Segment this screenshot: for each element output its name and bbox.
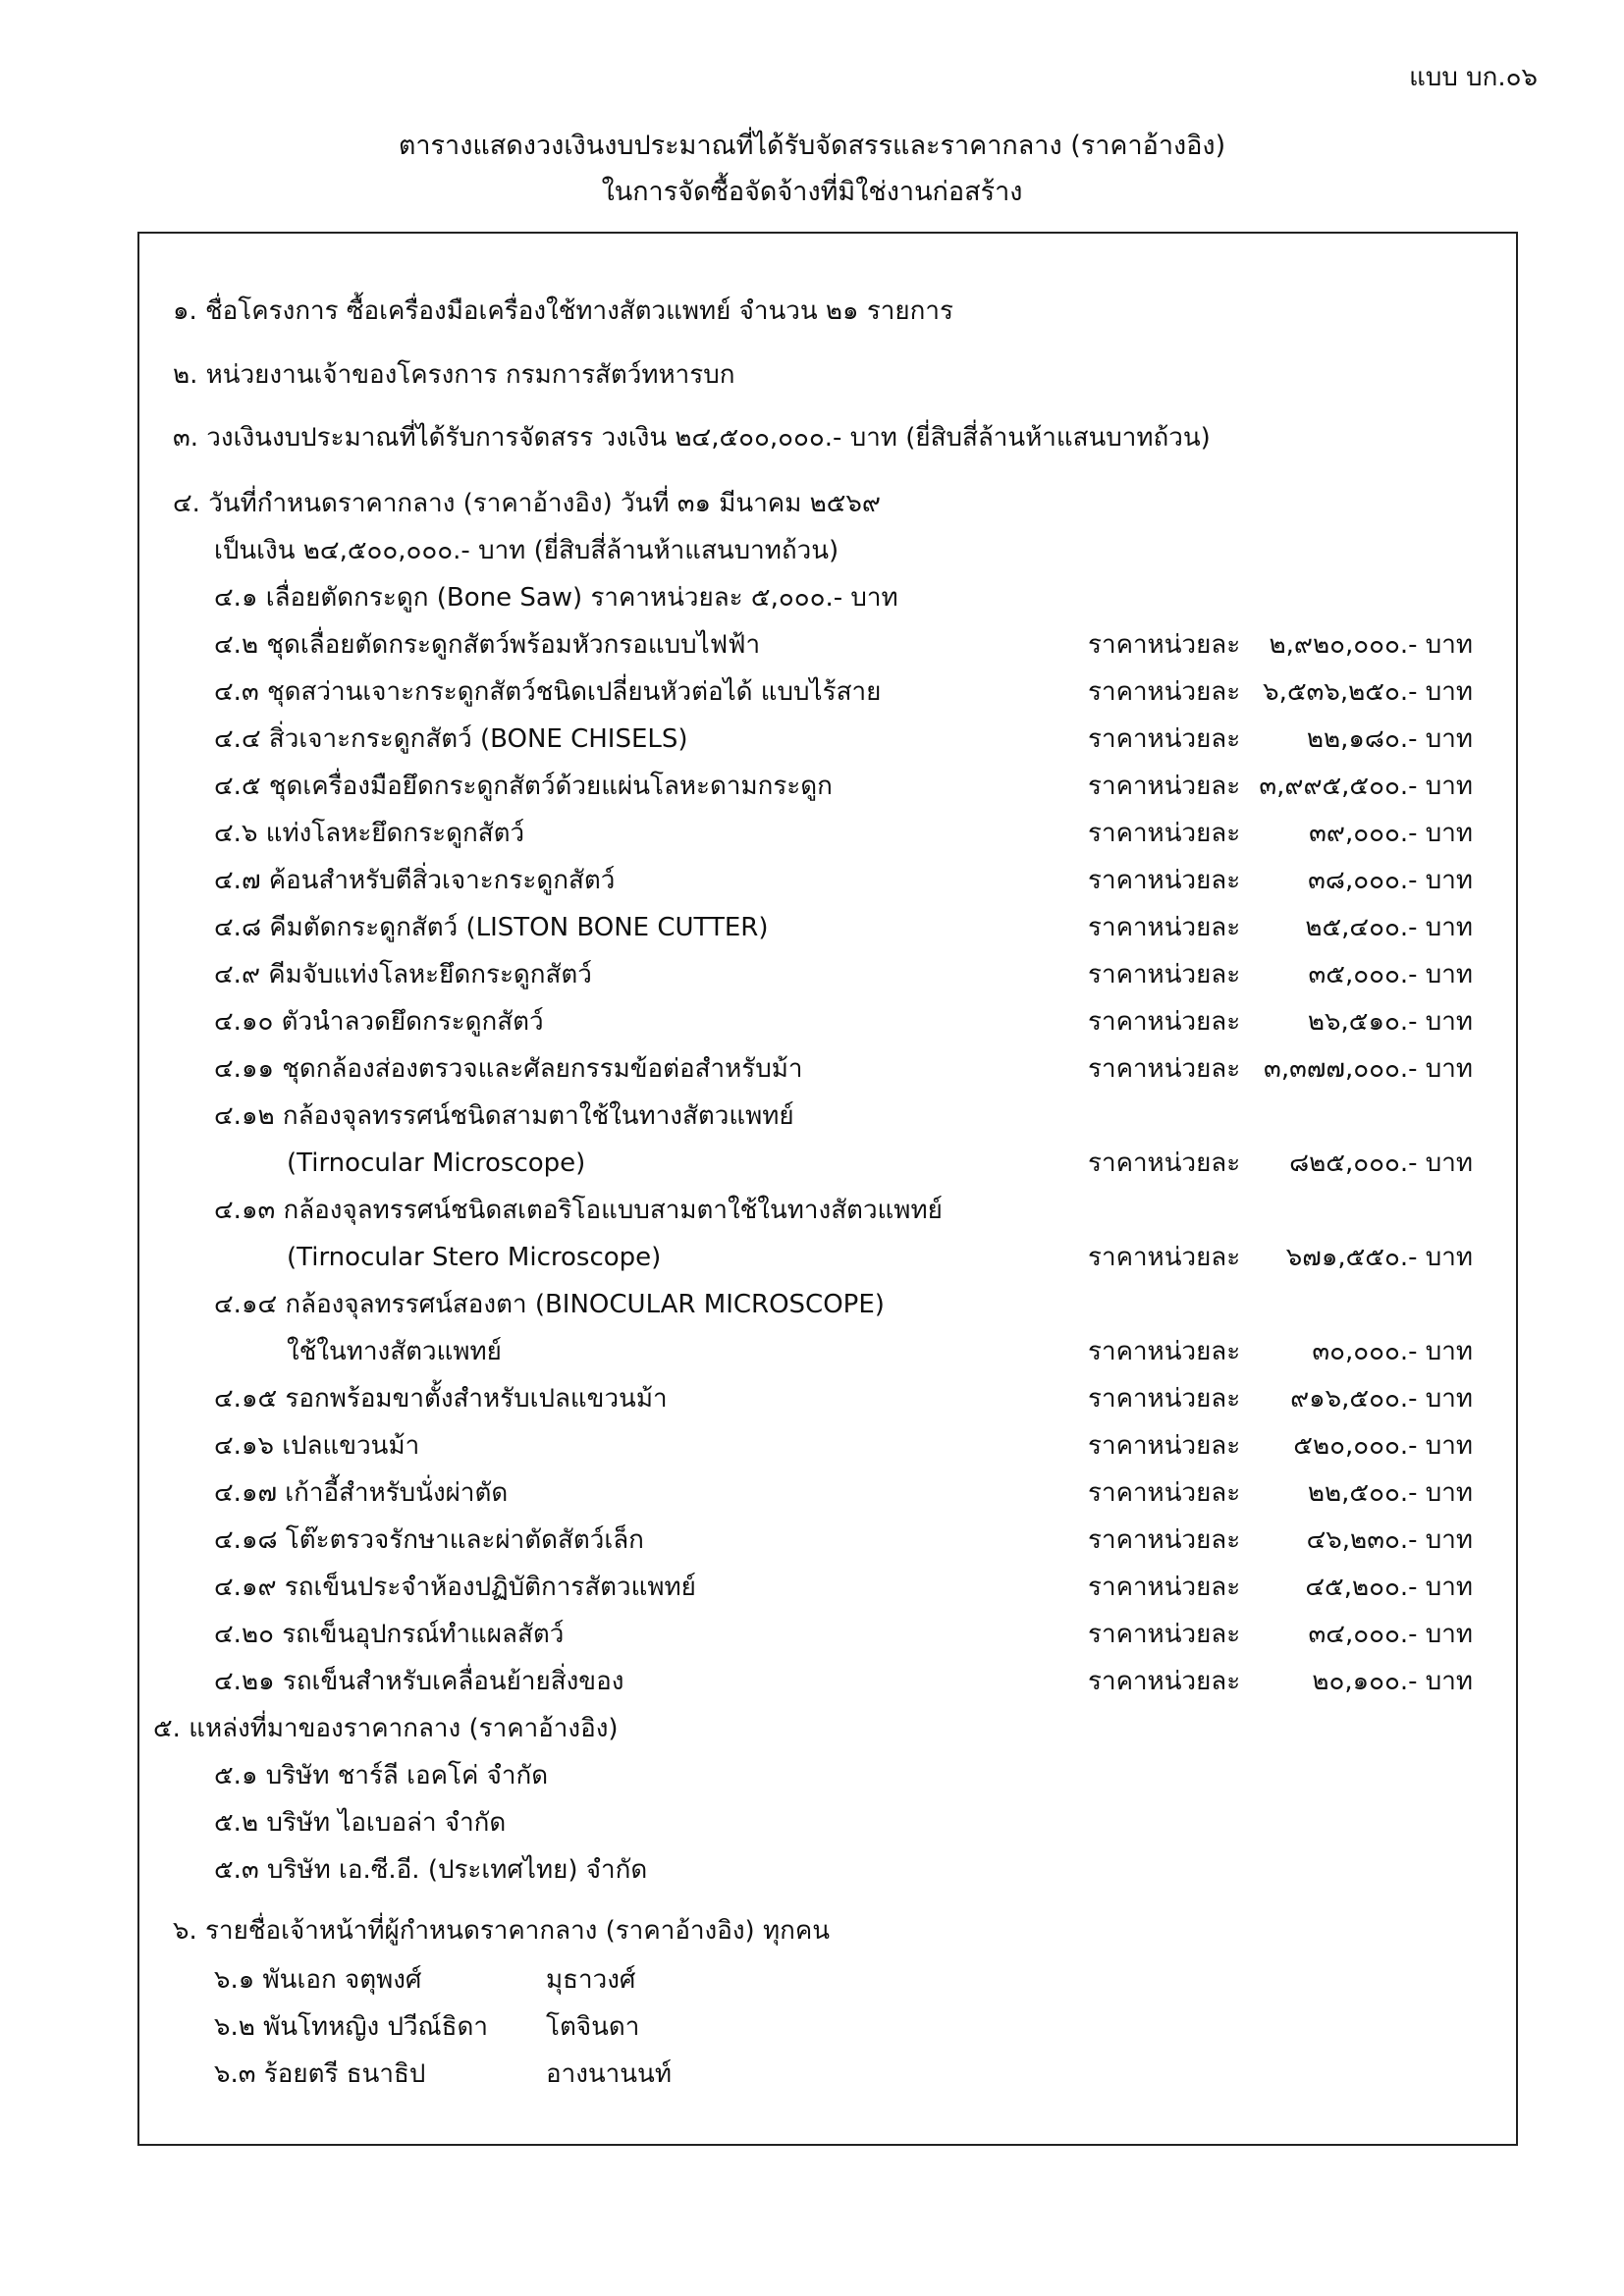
item-name: ๔.๘ คีมตัดกระดูกสัตว์ (LISTON BONE CUTTER) [214, 913, 769, 942]
reference-price-total: เป็นเงิน ๒๔,๕๐๐,๐๐๐.- บาท (ยี่สิบสี่ล้านห้าแสนบาทถ้วน) [214, 536, 839, 565]
item-amount: ๔๕,๒๐๐.- บาท [1305, 1573, 1473, 1602]
item-name: ๔.๑๘ โต๊ะตรวจรักษาและผ่าตัดสัตว์เล็ก [214, 1525, 644, 1555]
item-name: ๔.๑๗ เก้าอี้สำหรับนั่งผ่าตัด [214, 1478, 509, 1508]
item-name-continued: ใช้ในทางสัตวแพทย์ [287, 1337, 502, 1366]
item-amount: ๘๒๕,๐๐๐.- บาท [1289, 1148, 1473, 1178]
item-name: ๔.๓ ชุดสว่านเจาะกระดูกสัตว์ชนิดเปลี่ยนหัวต่อได้ แบบไร้สาย [214, 677, 882, 707]
officer-name: ๖.๒ พันโทหญิง ปวีณ์ธิดา [214, 2012, 489, 2042]
item-amount: ๒๒,๑๘๐.- บาท [1306, 724, 1473, 754]
price-label: ราคาหน่วยละ [1088, 1667, 1241, 1696]
price-source-heading: ๕. แหล่งที่มาของราคากลาง (ราคาอ้างอิง) [153, 1714, 619, 1743]
price-label: ราคาหน่วยละ [1088, 1243, 1241, 1272]
item-amount: ๕๒๐,๐๐๐.- บาท [1293, 1431, 1473, 1461]
officers-heading: ๖. รายชื่อเจ้าหน้าที่ผู้กำหนดราคากลาง (ราคาอ้างอิง) ทุกคน [173, 1916, 831, 1946]
item-name: ๔.๖ แท่งโลหะยึดกระดูกสัตว์ [214, 819, 525, 848]
price-label: ราคาหน่วยละ [1088, 724, 1241, 754]
item-name: ๔.๑๓ กล้องจุลทรรศน์ชนิดสเตอริโอแบบสามตาใช้ในทางสัตวแพทย์ [214, 1196, 943, 1225]
price-label: ราคาหน่วยละ [1088, 1148, 1241, 1178]
item-amount: ๖,๕๓๖,๒๕๐.- บาท [1263, 677, 1473, 707]
item-name: ๔.๑๐ ตัวนำลวดยึดกระดูกสัตว์ [214, 1007, 544, 1037]
item-amount: ๒๖,๕๑๐.- บาท [1307, 1007, 1473, 1037]
reference-price-date: ๔. วันที่กำหนดราคากลาง (ราคาอ้างอิง) วันที่ ๓๑ มีนาคม ๒๕๖๙ [173, 489, 881, 518]
item-amount: ๒๒,๕๐๐.- บาท [1307, 1478, 1473, 1508]
item-name: ๔.๕ ชุดเครื่องมือยึดกระดูกสัตว์ด้วยแผ่นโลหะดามกระดูก [214, 772, 833, 801]
price-source-item: ๕.๑ บริษัท ชาร์ลี เอคโค่ จำกัด [214, 1761, 549, 1790]
officer-name: ๖.๑ พันเอก จตุพงศ์ [214, 1965, 422, 1995]
item-amount: ๓๘,๐๐๐.- บาท [1308, 866, 1473, 895]
item-name-continued: (Tirnocular Microscope) [287, 1148, 586, 1178]
item-name: ๔.๑๙ รถเข็นประจำห้องปฏิบัติการสัตวแพทย์ [214, 1573, 696, 1602]
item-amount: ๔๖,๒๓๐.- บาท [1306, 1525, 1473, 1555]
price-source-item: ๕.๓ บริษัท เอ.ซี.อี. (ประเทศไทย) จำกัด [214, 1855, 648, 1885]
title-line-1: ตารางแสดงวงเงินงบประมาณที่ได้รับจัดสรรและราคากลาง (ราคาอ้างอิง) [398, 131, 1226, 161]
item-amount: ๓๕,๐๐๐.- บาท [1308, 960, 1473, 989]
price-label: ราคาหน่วยละ [1088, 960, 1241, 989]
price-label: ราคาหน่วยละ [1088, 1384, 1241, 1414]
item-amount: ๒,๙๒๐,๐๐๐.- บาท [1269, 630, 1473, 660]
officer-surname: โตจินดา [546, 2012, 640, 2042]
item-amount: ๓๙,๐๐๐.- บาท [1309, 819, 1473, 848]
price-label: ราคาหน่วยละ [1088, 1337, 1241, 1366]
price-label: ราคาหน่วยละ [1088, 1620, 1241, 1649]
item-amount: ๒๕,๔๐๐.- บาท [1305, 913, 1473, 942]
item-name: ๔.๔ สิ่วเจาะกระดูกสัตว์ (BONE CHISELS) [214, 724, 688, 754]
price-label: ราคาหน่วยละ [1088, 819, 1241, 848]
item-name: ๔.๑๔ กล้องจุลทรรศน์สองตา (BINOCULAR MICROSCOPE) [214, 1290, 885, 1319]
item-amount: ๓,๓๗๗,๐๐๐.- บาท [1264, 1054, 1473, 1084]
form-code: แบบ บก.๐๖ [1409, 63, 1538, 92]
item-name: ๔.๑๒ กล้องจุลทรรศน์ชนิดสามตาใช้ในทางสัตวแพทย์ [214, 1101, 794, 1131]
item-name: ๔.๑๖ เปลแขวนม้า [214, 1431, 420, 1461]
price-source-item: ๕.๒ บริษัท ไอเบอล่า จำกัด [214, 1808, 507, 1838]
price-label: ราคาหน่วยละ [1088, 1478, 1241, 1508]
price-label: ราคาหน่วยละ [1088, 630, 1241, 660]
item-name: ๔.๑๕ รอกพร้อมขาตั้งสำหรับเปลแขวนม้า [214, 1384, 668, 1414]
item-row: ๔.๑ เลื่อยตัดกระดูก (Bone Saw) ราคาหน่วยละ ๕,๐๐๐.- บาท [214, 583, 898, 613]
officer-surname: อางนานนท์ [546, 2059, 672, 2089]
item-amount: ๒๐,๑๐๐.- บาท [1312, 1667, 1473, 1696]
price-label: ราคาหน่วยละ [1088, 772, 1241, 801]
officer-surname: มุธาวงศ์ [546, 1965, 636, 1995]
price-label: ราคาหน่วยละ [1088, 913, 1241, 942]
title-line-2: ในการจัดซื้อจัดจ้างที่มิใช่งานก่อสร้าง [601, 177, 1023, 207]
item-amount: ๓๔,๐๐๐.- บาท [1308, 1620, 1473, 1649]
item-amount: ๓๐,๐๐๐.- บาท [1312, 1337, 1473, 1366]
price-label: ราคาหน่วยละ [1088, 1007, 1241, 1037]
price-label: ราคาหน่วยละ [1088, 677, 1241, 707]
price-label: ราคาหน่วยละ [1088, 1573, 1241, 1602]
price-label: ราคาหน่วยละ [1088, 1054, 1241, 1084]
project-name: ๑. ชื่อโครงการ ซื้อเครื่องมือเครื่องใช้ทางสัตวแพทย์ จำนวน ๒๑ รายการ [173, 296, 953, 326]
price-label: ราคาหน่วยละ [1088, 1525, 1241, 1555]
item-name: ๔.๒๐ รถเข็นอุปกรณ์ทำแผลสัตว์ [214, 1620, 565, 1649]
item-name: ๔.๑๑ ชุดกล้องส่องตรวจและศัลยกรรมข้อต่อสำหรับม้า [214, 1054, 803, 1084]
price-label: ราคาหน่วยละ [1088, 1431, 1241, 1461]
item-name: ๔.๒ ชุดเลื่อยตัดกระดูกสัตว์พร้อมหัวกรอแบบไฟฟ้า [214, 630, 761, 660]
budget-allocation: ๓. วงเงินงบประมาณที่ได้รับการจัดสรร วงเงิน ๒๔,๕๐๐,๐๐๐.- บาท (ยี่สิบสี่ล้านห้าแสนบาทถ้วน) [173, 423, 1211, 453]
document-title [0, 123, 1624, 215]
officer-name: ๖.๓ ร้อยตรี ธนาธิป [214, 2059, 426, 2089]
item-name: ๔.๙ คีมจับแท่งโลหะยึดกระดูกสัตว์ [214, 960, 592, 989]
item-name: ๔.๗ ค้อนสำหรับตีสิ่วเจาะกระดูกสัตว์ [214, 866, 616, 895]
item-name: ๔.๒๑ รถเข็นสำหรับเคลื่อนย้ายสิ่งของ [214, 1667, 624, 1696]
price-label: ราคาหน่วยละ [1088, 866, 1241, 895]
item-amount: ๖๗๑,๕๕๐.- บาท [1285, 1243, 1473, 1272]
item-amount: ๓,๙๙๕,๕๐๐.- บาท [1259, 772, 1473, 801]
project-owner: ๒. หน่วยงานเจ้าของโครงการ กรมการสัตว์ทหารบก [173, 360, 735, 390]
item-amount: ๙๑๖,๕๐๐.- บาท [1290, 1384, 1473, 1414]
item-name-continued: (Tirnocular Stero Microscope) [287, 1243, 662, 1272]
